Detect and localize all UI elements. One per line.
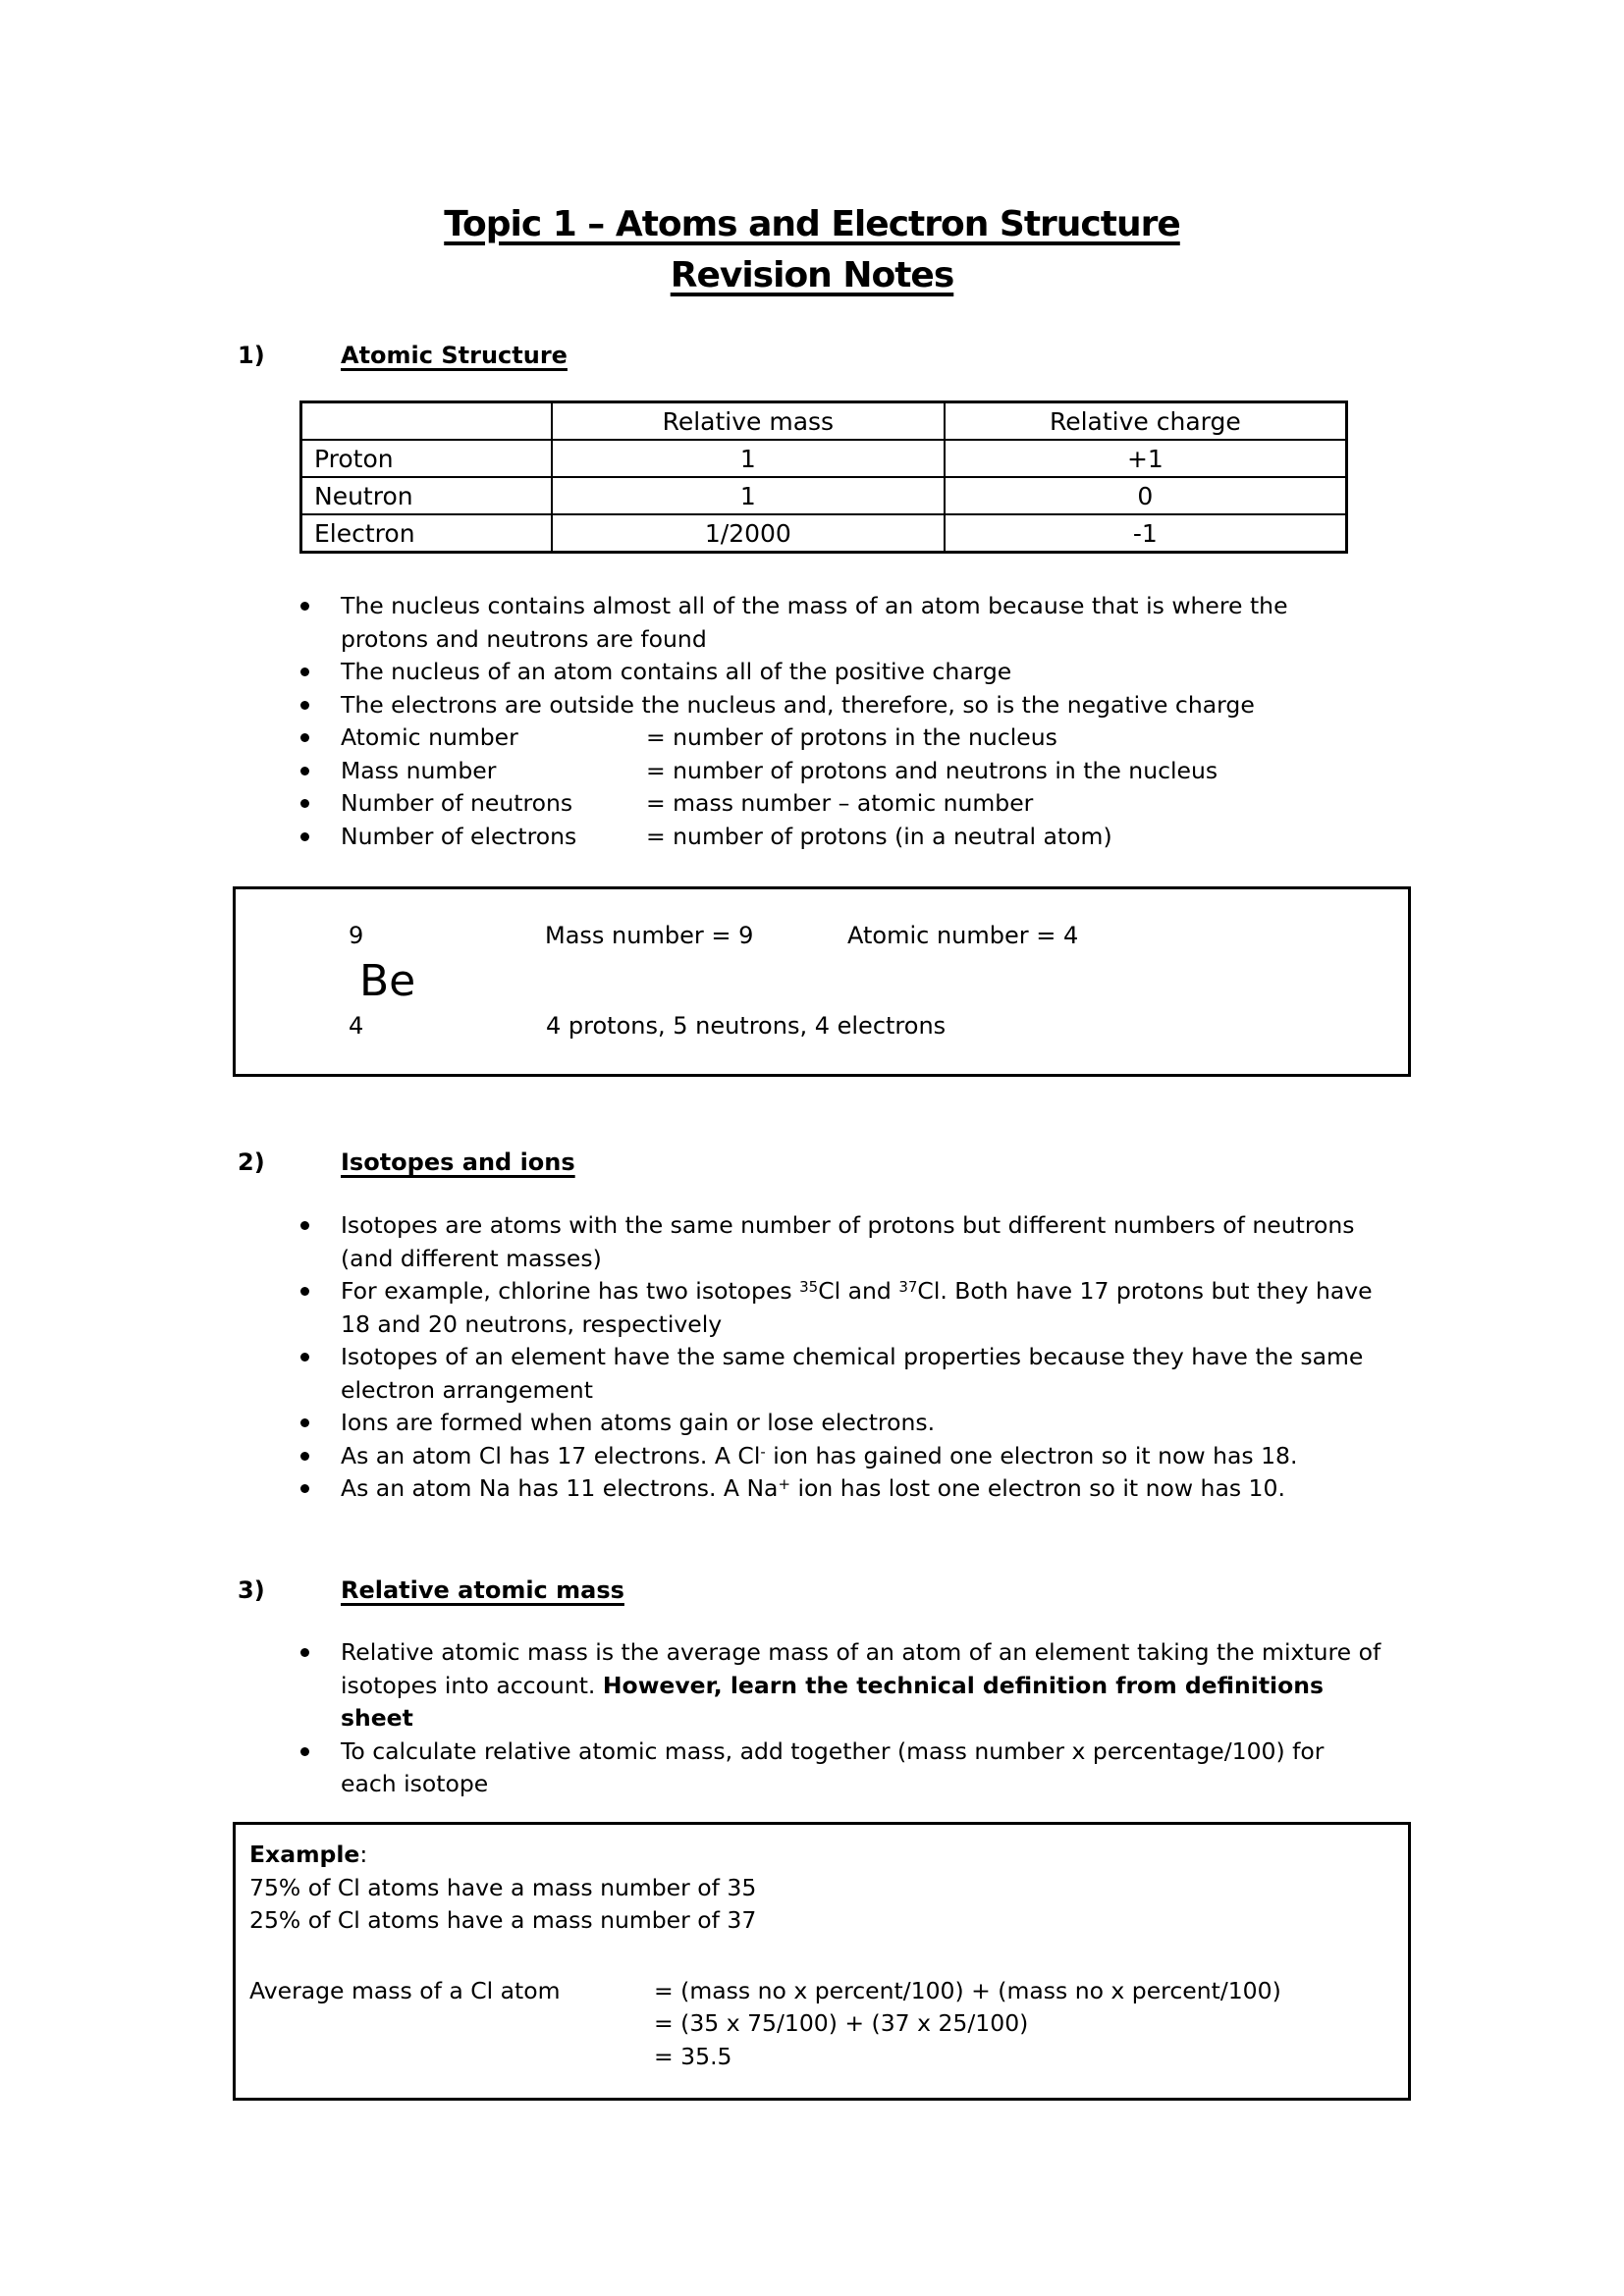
- bullet-text: [341, 787, 1381, 821]
- section-2-bullet-list: [292, 1209, 1381, 1506]
- doc-title-line-1-text: Topic 1 – Atoms and Electron Structure: [444, 204, 1180, 244]
- section-1-number: 1): [238, 342, 265, 369]
- section-3-number: 3): [238, 1576, 265, 1604]
- bullet-icon: [292, 721, 341, 755]
- bullet-icon: [292, 1209, 341, 1275]
- bullet-item: [292, 656, 1381, 689]
- definition-term: Atomic number: [341, 723, 518, 751]
- section-3-bullet-list: [292, 1636, 1381, 1801]
- bullet-icon: [292, 787, 341, 821]
- bullet-icon: [292, 755, 341, 788]
- bullet-item: [292, 1440, 1381, 1473]
- mass-number-value: 9: [349, 922, 364, 949]
- bullet-item: [292, 1209, 1381, 1275]
- text-segment: As an atom Na has 11 electrons. A Na: [341, 1474, 779, 1502]
- doc-title-line-2-text: Revision Notes: [670, 255, 954, 295]
- bullet-text: To calculate relative atomic mass, add together (mass number x percentage/100) for each isotope: [341, 1736, 1325, 1797]
- text-segment: For example, chlorine has two isotopes: [341, 1277, 800, 1305]
- example-heading-colon: :: [359, 1841, 368, 1868]
- calculation-step-3: = 35.5: [654, 2042, 732, 2070]
- neutron-relative-charge: 0: [945, 477, 1347, 514]
- row-label-neutron: Neutron: [301, 477, 552, 514]
- mass-number-label: Mass number = 9: [545, 922, 754, 949]
- table-row-proton: [301, 440, 1347, 477]
- example-heading: Example: [249, 1841, 360, 1868]
- bullet-icon: [292, 590, 341, 656]
- bullet-icon: [292, 656, 341, 689]
- doc-title-line-1: [0, 199, 1624, 250]
- bullet-icon: [292, 1735, 341, 1801]
- definition-term: Number of neutrons: [341, 789, 573, 817]
- particles-table: [299, 400, 1348, 554]
- text-segment: Cl. Both have 17 protons but they have 18 and 20 neutrons, respectively: [341, 1277, 1373, 1338]
- bullet-text: Isotopes of an element have the same chemical properties because they have the same electron arrangement: [341, 1343, 1364, 1404]
- bullet-icon: [292, 821, 341, 854]
- definition-value: = number of protons in the nucleus: [646, 723, 1057, 751]
- definition-term: Mass number: [341, 756, 497, 784]
- bullet-item-definition: [292, 721, 1381, 755]
- bullet-icon: [292, 1341, 341, 1407]
- bullet-item-definition: [292, 821, 1381, 854]
- example-heading-line: [249, 1839, 1408, 1872]
- bullet-icon: [292, 1472, 341, 1506]
- definition-value: = number of protons (in a neutral atom): [646, 822, 1112, 850]
- bullet-item: [292, 1341, 1381, 1407]
- bullet-text: [341, 1275, 1381, 1341]
- bullet-item-definition: [292, 787, 1381, 821]
- bullet-text: The electrons are outside the nucleus and, therefore, so is the negative charge: [341, 690, 1255, 719]
- doc-title-line-2: [0, 250, 1624, 301]
- worked-example-box: [233, 1822, 1411, 2101]
- bullet-icon: [292, 1440, 341, 1473]
- bullet-text: [341, 1636, 1381, 1735]
- section-2-heading-row: [238, 1147, 575, 1178]
- section-1-heading: Atomic Structure: [341, 342, 568, 369]
- calculation-row: [249, 1975, 1408, 2074]
- bullet-text: [341, 721, 1381, 755]
- text-segment: ion has gained one electron so it now has 18.: [765, 1441, 1298, 1469]
- particle-composition: 4 protons, 5 neutrons, 4 electrons: [546, 1012, 947, 1040]
- bullet-text: [341, 821, 1381, 854]
- bullet-text: Ions are formed when atoms gain or lose electrons.: [341, 1409, 936, 1436]
- element-symbol: Be: [359, 956, 416, 1006]
- section-1-bullet-list: [292, 590, 1381, 853]
- isotope-mass-superscript: 35: [799, 1278, 819, 1296]
- emphasis-text: However, learn the technical definition from definitions sheet: [341, 1671, 1324, 1732]
- row-label-electron: Electron: [301, 514, 552, 553]
- bullet-icon: [292, 1636, 341, 1735]
- table-row-electron: [301, 514, 1347, 553]
- bullet-item-definition: [292, 755, 1381, 788]
- text-segment: ion has lost one electron so it now has 10.: [790, 1474, 1285, 1502]
- calculation-step-1: = (mass no x percent/100) + (mass no x percent/100): [654, 1976, 1281, 2004]
- table-header-empty-cell: [301, 402, 552, 441]
- bullet-item: [292, 1472, 1381, 1506]
- ion-charge-superscript: -: [760, 1442, 766, 1461]
- bullet-item: [292, 1275, 1381, 1341]
- bullet-icon: [292, 689, 341, 722]
- bullet-item: [292, 1636, 1381, 1735]
- section-2-heading: Isotopes and ions: [341, 1148, 575, 1176]
- bullet-text: [341, 755, 1381, 788]
- ion-charge-superscript: +: [778, 1475, 791, 1493]
- bullet-icon: [292, 1407, 341, 1440]
- bullet-item: [292, 689, 1381, 722]
- neutron-relative-mass: 1: [552, 477, 945, 514]
- doc-title: [0, 199, 1624, 301]
- atomic-number-value: 4: [349, 1012, 364, 1040]
- calculation-steps: [654, 1975, 1281, 2074]
- definition-term: Number of electrons: [341, 822, 577, 850]
- isotope-mass-superscript: 37: [898, 1278, 918, 1296]
- section-3-heading: Relative atomic mass: [341, 1576, 624, 1604]
- text-segment: Relative atomic mass is the average mass of an atom of an element taking the mixture of isotopes into account.: [341, 1638, 1381, 1699]
- bullet-text: [341, 1440, 1381, 1473]
- example-line-25: 25% of Cl atoms have a mass number of 37: [249, 1906, 757, 1934]
- table-row-neutron: [301, 477, 1347, 514]
- proton-relative-mass: 1: [552, 440, 945, 477]
- bullet-text: [341, 1472, 1381, 1506]
- section-3-heading-row: [238, 1575, 624, 1606]
- bullet-icon: [292, 1275, 341, 1341]
- table-header-row: [301, 402, 1347, 441]
- electron-relative-charge: -1: [945, 514, 1347, 553]
- nuclide-notation-box: [233, 886, 1411, 1077]
- section-2-number: 2): [238, 1148, 265, 1176]
- example-line-75: 75% of Cl atoms have a mass number of 35: [249, 1873, 757, 1901]
- bullet-text: Isotopes are atoms with the same number of protons but different numbers of neutrons (and different masses): [341, 1211, 1355, 1272]
- blank-line: [249, 1938, 1408, 1975]
- calculation-step-2: = (35 x 75/100) + (37 x 25/100): [654, 2009, 1029, 2037]
- bullet-text: The nucleus contains almost all of the mass of an atom because that is where the protons and neutrons are found: [341, 592, 1288, 653]
- row-label-proton: Proton: [301, 440, 552, 477]
- bullet-item: [292, 1407, 1381, 1440]
- definition-value: = number of protons and neutrons in the nucleus: [646, 756, 1218, 784]
- section-1-heading-row: [238, 340, 568, 371]
- bullet-item: [292, 590, 1381, 656]
- proton-relative-charge: +1: [945, 440, 1347, 477]
- bullet-item: [292, 1735, 1381, 1801]
- text-segment: Cl and: [818, 1277, 899, 1305]
- text-segment: As an atom Cl has 17 electrons. A Cl: [341, 1441, 761, 1469]
- bullet-text: The nucleus of an atom contains all of the positive charge: [341, 658, 1012, 685]
- electron-relative-mass: 1/2000: [552, 514, 945, 553]
- col-header-relative-charge: Relative charge: [945, 402, 1347, 441]
- col-header-relative-mass: Relative mass: [552, 402, 945, 441]
- definition-value: = mass number – atomic number: [646, 789, 1034, 817]
- calculation-label: Average mass of a Cl atom: [249, 1976, 561, 2004]
- atomic-number-label: Atomic number = 4: [847, 922, 1079, 949]
